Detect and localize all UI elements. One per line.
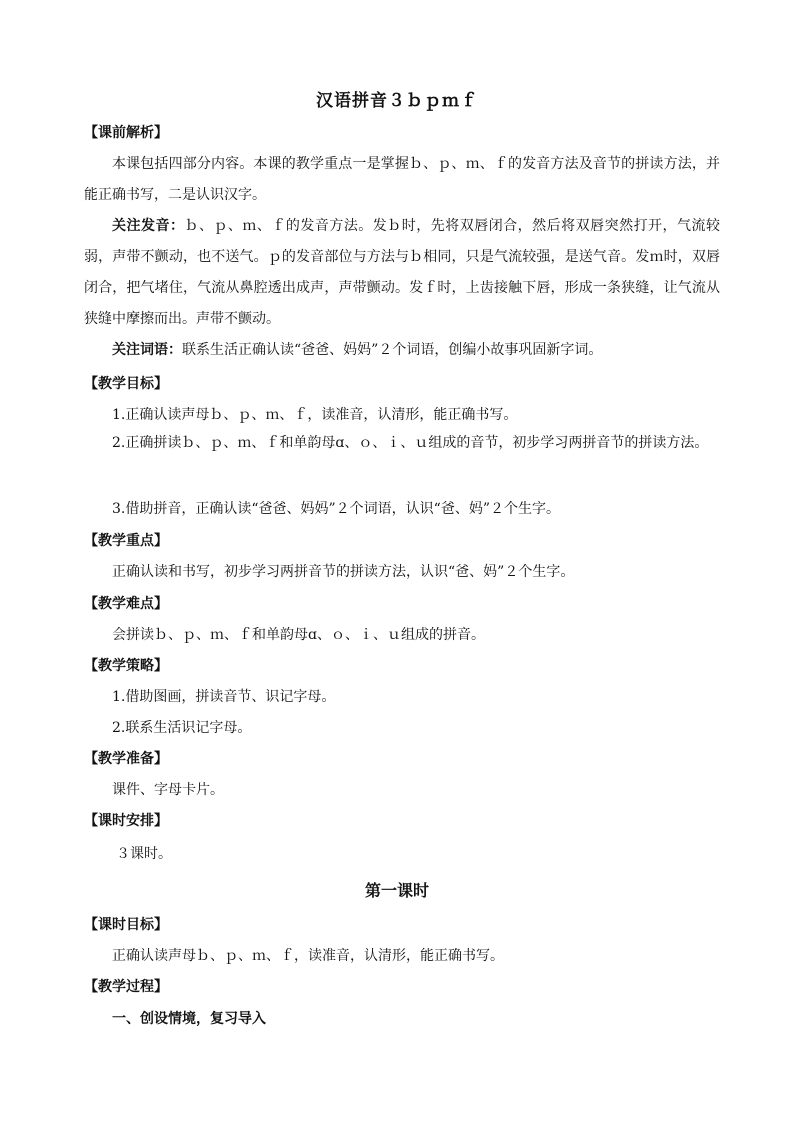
heading-schedule: 【课时安排】 [84,813,168,829]
heading-prelesson: 【课前解析】 [84,125,168,141]
focus-pronunciation [84,211,720,335]
strategy-item-2: 2.联系生活识记字母。 [112,720,252,736]
lesson1-title: 第一课时 [364,881,429,900]
heading-strategy: 【教学策略】 [84,658,168,674]
goal-item-3: 3.借助拼音，正确认读“爸爸、妈妈”２个词语，认识“爸、妈”２个生字。 [112,501,560,517]
goal-item-2: 2.正确拼读ｂ、ｐ、ｍ、ｆ和单韵母ɑ、ｏ、ｉ、ｕ组成的音节，初步学习两拼音节的拼读方法。 [112,435,709,451]
process-step-1: 一、创设情境，复习导入 [112,1011,266,1027]
focus-pronunciation-text: ｂ、ｐ、ｍ、ｆ的发音方法。发ｂ时，先将双唇闭合，然后将双唇突然打开，气流较弱，声带不颤动，也不送气。ｐ的发音部位与方法与ｂ相同，只是气流较强，是送气音。发ｍ时，双唇闭合，把气堵住，气流从鼻腔透出成声，声带颤动。发ｆ时，上齿接触下唇，形成一条狭缝，让气流从狭缝中摩擦而出。声带不颤动。 [84,218,721,327]
difficulty-text: 会拼读ｂ、ｐ、ｍ、ｆ和单韵母ɑ、ｏ、ｉ、ｕ组成的拼音。 [112,627,485,643]
preparation-text: 课件、字母卡片。 [112,782,224,798]
document-title: 汉语拼音３ｂｐｍｆ [316,91,478,111]
prelesson-intro: 本课包括四部分内容。本课的教学重点一是掌握ｂ、ｐ、ｍ、ｆ的发音方法及音节的拼读方法，并能正确书写，二是认识汉字。 [84,156,720,203]
focus-pronunciation-label: 关注发音： [112,218,185,234]
strategy-item-1: 1.借助图画，拼读音节、识记字母。 [112,689,336,705]
key-points-text: 正确认读和书写，初步学习两拼音节的拼读方法，认识“爸、妈”２个生字。 [112,564,575,580]
heading-lesson1-goal: 【课时目标】 [84,917,168,933]
heading-key-points: 【教学重点】 [84,533,168,549]
heading-process: 【教学过程】 [84,979,168,995]
heading-difficulty: 【教学难点】 [84,596,168,612]
schedule-text: ３课时。 [116,846,172,862]
heading-preparation: 【教学准备】 [84,751,168,767]
focus-words-label: 关注词语： [112,342,182,358]
lesson1-goal-text: 正确认读声母ｂ、ｐ、ｍ、ｆ，读准音，认清形，能正确书写。 [112,948,504,964]
focus-words-text: 联系生活正确认读“爸爸、妈妈”２个词语，创编小故事巩固新字词。 [182,342,603,358]
focus-words [84,335,720,366]
heading-goals: 【教学目标】 [84,376,168,392]
goal-item-1: 1.正确认读声母ｂ、ｐ、ｍ、ｆ，读准音，认清形，能正确书写。 [112,407,518,423]
